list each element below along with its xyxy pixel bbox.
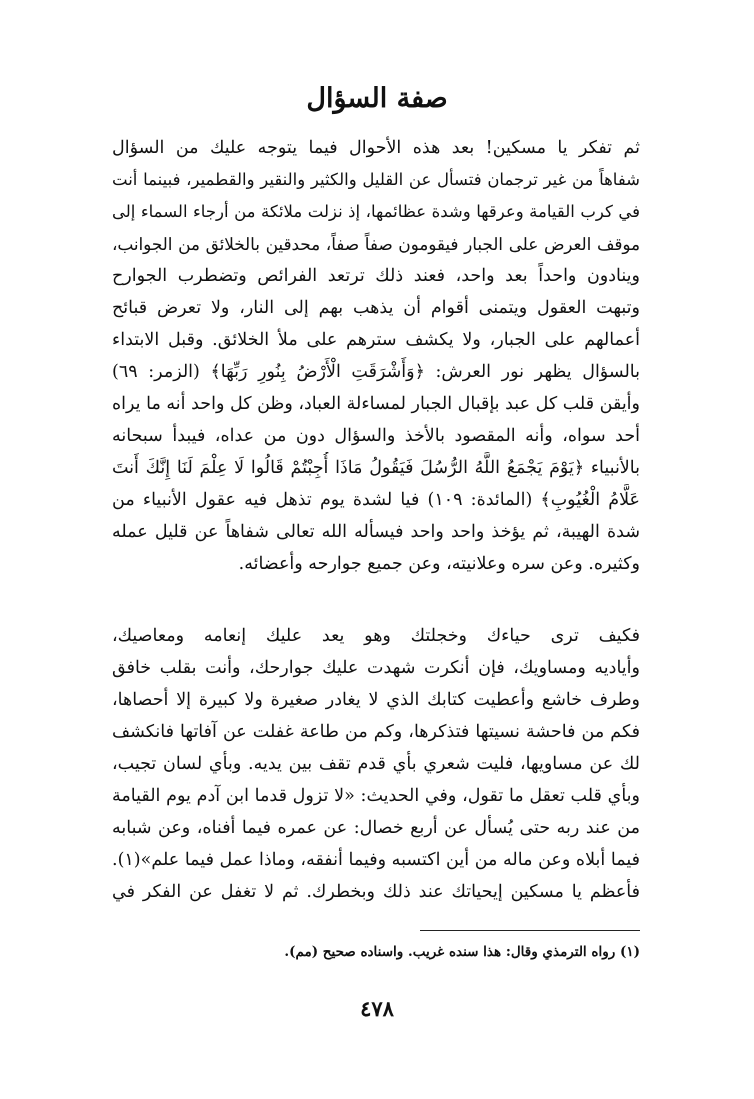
- text-line: عَلَّامُ الْغُيُوبِ﴾ (المائدة: ١٠٩) فيا لشدة يوم تذهل فيه عقول الأنبياء من: [112, 490, 640, 510]
- text-line: بالأنبياء ﴿يَوْمَ يَجْمَعُ اللَّهُ الرُّسُلَ فَيَقُولُ مَاذَا أُجِبْتُمْ قَالُوا لَا عِلْمَ لَنَا إِنَّكَ أَنتَ: [112, 458, 640, 478]
- text-line: وأياديه ومساويك، فإن أنكرت شهدت عليك جوارحك، وأنت بقلب خافق: [112, 658, 640, 678]
- text-line: في كرب القيامة وعرقها وشدة عظائمها، إذ نزلت ملائكة من أرجاء السماء إلى: [112, 202, 640, 221]
- text-line: فكم من فاحشة نسيتها فتذكرها، وكم من طاعة غفلت عن آفاتها فانكشف: [112, 722, 640, 742]
- text-line: وكثيره. وعن سره وعلانيته، وعن جميع جوارحه وأعضائه.: [238, 554, 640, 574]
- text-line: لك عن مساويها، فليت شعري بأي قدم تقف بين يديه. وبأي لسان تجيب،: [112, 754, 640, 774]
- page-number: ٤٧٨: [360, 996, 394, 1021]
- text-line: وينادون واحداً بعد واحد، فعند ذلك ترتعد الفرائص وتضطرب الجوارح: [112, 266, 640, 286]
- text-line: بالسؤال يظهر نور العرش: ﴿وَأَشْرَقَتِ الْأَرْضُ بِنُورِ رَبِّهَا﴾ (الزمر: ٦٩): [112, 362, 640, 382]
- text-line: فيما أبلاه وعن ماله من أين اكتسبه وفيما أنفقه، وماذا عمل فيما علم»(١).: [112, 850, 640, 870]
- text-line: وتبهت العقول ويتمنى أقوام أن يذهب بهم إلى النار، ولا تعرض قبائح: [112, 298, 640, 318]
- page-title: صفة السؤال: [306, 83, 448, 114]
- text-line: من عند ربه حتى يُسأل عن أربع خصال: عن عمره فيما أفناه، وعن شبابه: [112, 818, 640, 838]
- text-line: أعمالهم على الجبار، ولا يكشف سترهم على ملأ الخلائق. وقبل الابتداء: [112, 330, 640, 350]
- text-line: شدة الهيبة، ثم يؤخذ واحد واحد فيسأله الله تعالى شفاهاً عن قليل عمله: [112, 522, 640, 542]
- text-line: وبأي قلب تعقل ما تقول، وفي الحديث: «لا تزول قدما ابن آدم يوم القيامة: [112, 786, 640, 806]
- paragraph-2: [112, 620, 640, 908]
- text-line: وأيقن قلب كل عبد بإقبال الجبار لمساءلة العباد، وظن كل واحد أنه ما يراه: [112, 394, 640, 414]
- footnote-divider: [420, 930, 640, 931]
- text-line: وطرف خاشع وأعطيت كتابك الذي لا يغادر صغيرة ولا كبيرة إلا أحصاها،: [112, 690, 640, 710]
- text-line: شفاهاً من غير ترجمان فتسأل عن القليل والكثير والنقير والقطمير، فبينما أنت: [112, 170, 640, 189]
- text-line: ثم تفكر يا مسكين! بعد هذه الأحوال فيما يتوجه عليك من السؤال: [112, 138, 640, 158]
- paragraph-1: [112, 132, 640, 580]
- text-line: أحد سواه، وأنه المقصود بالأخذ والسؤال دون من عداه، فيبدأ سبحانه: [112, 426, 640, 446]
- footnote: (١) رواه الترمذي وقال: هذا سنده غريب. واسناده صحيح (مم).: [284, 944, 640, 960]
- text-line: موقف العرض على الجبار فيقومون صفاً صفاً، محدقين بالخلائق من الجوانب،: [112, 234, 640, 254]
- text-line: فكيف ترى حياءك وخجلتك وهو يعد عليك إنعامه ومعاصيك،: [112, 626, 640, 646]
- text-line: فأعظم يا مسكين إيحياتك عند ذلك وبخطرك. ثم لا تغفل عن الفكر في: [112, 882, 640, 902]
